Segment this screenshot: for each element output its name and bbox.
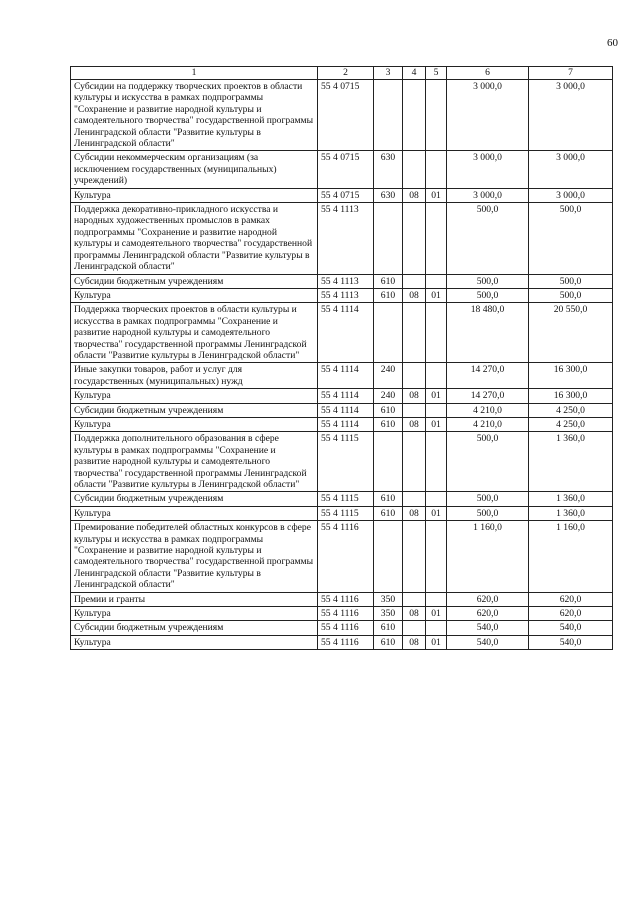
section-cell: 08 [403, 188, 426, 202]
subsection-cell [426, 303, 447, 363]
table-row [71, 506, 613, 520]
amount-year2-cell: 500,0 [529, 274, 613, 288]
target-code-cell: 55 4 1113 [318, 274, 374, 288]
section-cell [403, 521, 426, 592]
amount-year2-cell: 3 000,0 [529, 80, 613, 151]
target-code-cell: 55 4 1114 [318, 417, 374, 431]
table-header-row [71, 67, 613, 80]
row-name-cell: Субсидии некоммерческим организациям (за исключением государственных (муниципальных) учреждений) [71, 151, 318, 188]
row-name-cell: Поддержка дополнительного образования в сфере культуры в рамках подпрограммы "Сохранение и развитие народной культуры и самодеятельного творчества" государственной программы Ленинградской области "Развитие культуры в Ленинградской области" [71, 432, 318, 492]
row-name-cell: Культура [71, 506, 318, 520]
amount-year2-cell: 1 360,0 [529, 492, 613, 506]
expense-type-cell: 610 [374, 274, 403, 288]
table-row [71, 521, 613, 592]
subsection-cell [426, 363, 447, 389]
expense-type-cell: 240 [374, 363, 403, 389]
amount-year2-cell: 20 550,0 [529, 303, 613, 363]
row-name-cell: Культура [71, 188, 318, 202]
subsection-cell [426, 203, 447, 274]
expense-type-cell [374, 80, 403, 151]
row-name-cell: Субсидии бюджетным учреждениям [71, 274, 318, 288]
expense-type-cell: 610 [374, 635, 403, 649]
amount-year2-cell: 620,0 [529, 592, 613, 606]
expense-type-cell [374, 303, 403, 363]
amount-year1-cell: 500,0 [447, 432, 529, 492]
amount-year1-cell: 4 210,0 [447, 417, 529, 431]
amount-year1-cell: 14 270,0 [447, 363, 529, 389]
row-name-cell: Субсидии бюджетным учреждениям [71, 403, 318, 417]
amount-year2-cell: 540,0 [529, 635, 613, 649]
amount-year1-cell: 3 000,0 [447, 151, 529, 188]
target-code-cell: 55 4 1115 [318, 492, 374, 506]
amount-year1-cell: 1 160,0 [447, 521, 529, 592]
section-cell: 08 [403, 635, 426, 649]
page-number: 60 [607, 37, 618, 49]
column-header: 1 [71, 67, 318, 80]
subsection-cell [426, 80, 447, 151]
row-name-cell: Культура [71, 635, 318, 649]
amount-year2-cell: 4 250,0 [529, 417, 613, 431]
amount-year2-cell: 16 300,0 [529, 389, 613, 403]
table-row [71, 635, 613, 649]
row-name-cell: Субсидии бюджетным учреждениям [71, 621, 318, 635]
amount-year2-cell: 3 000,0 [529, 151, 613, 188]
amount-year1-cell: 3 000,0 [447, 188, 529, 202]
table-row [71, 621, 613, 635]
subsection-cell: 01 [426, 417, 447, 431]
column-header: 7 [529, 67, 613, 80]
expense-type-cell: 630 [374, 151, 403, 188]
expense-type-cell: 610 [374, 492, 403, 506]
section-cell [403, 363, 426, 389]
row-name-cell: Культура [71, 389, 318, 403]
target-code-cell: 55 4 0715 [318, 151, 374, 188]
column-header: 4 [403, 67, 426, 80]
section-cell: 08 [403, 607, 426, 621]
section-cell [403, 80, 426, 151]
table-row [71, 432, 613, 492]
subsection-cell: 01 [426, 506, 447, 520]
amount-year1-cell: 500,0 [447, 274, 529, 288]
target-code-cell: 55 4 0715 [318, 80, 374, 151]
table-row [71, 188, 613, 202]
section-cell [403, 151, 426, 188]
row-name-cell: Премирование победителей областных конкурсов в сфере культуры и искусства в рамках подпрограммы "Сохранение и развитие народной культуры и самодеятельного творчества" государственной программы Ленинградской области "Развитие культуры в Ленинградской области" [71, 521, 318, 592]
expense-type-cell: 240 [374, 389, 403, 403]
expense-type-cell: 610 [374, 621, 403, 635]
column-header: 5 [426, 67, 447, 80]
row-name-cell: Культура [71, 607, 318, 621]
amount-year1-cell: 3 000,0 [447, 80, 529, 151]
target-code-cell: 55 4 0715 [318, 188, 374, 202]
expense-type-cell [374, 432, 403, 492]
target-code-cell: 55 4 1113 [318, 203, 374, 274]
amount-year1-cell: 500,0 [447, 203, 529, 274]
amount-year2-cell: 540,0 [529, 621, 613, 635]
column-header: 3 [374, 67, 403, 80]
subsection-cell: 01 [426, 635, 447, 649]
section-cell: 08 [403, 506, 426, 520]
section-cell [403, 203, 426, 274]
amount-year2-cell: 620,0 [529, 607, 613, 621]
target-code-cell: 55 4 1116 [318, 607, 374, 621]
target-code-cell: 55 4 1115 [318, 432, 374, 492]
section-cell: 08 [403, 417, 426, 431]
amount-year1-cell: 14 270,0 [447, 389, 529, 403]
target-code-cell: 55 4 1115 [318, 506, 374, 520]
row-name-cell: Культура [71, 288, 318, 302]
table-row [71, 274, 613, 288]
subsection-cell [426, 621, 447, 635]
amount-year1-cell: 500,0 [447, 288, 529, 302]
expense-type-cell: 610 [374, 417, 403, 431]
row-name-cell: Иные закупки товаров, работ и услуг для государственных (муниципальных) нужд [71, 363, 318, 389]
table-row [71, 151, 613, 188]
section-cell [403, 621, 426, 635]
amount-year1-cell: 540,0 [447, 635, 529, 649]
budget-table [70, 66, 613, 650]
amount-year2-cell: 1 160,0 [529, 521, 613, 592]
amount-year1-cell: 500,0 [447, 492, 529, 506]
expense-type-cell: 610 [374, 403, 403, 417]
subsection-cell: 01 [426, 607, 447, 621]
amount-year1-cell: 620,0 [447, 592, 529, 606]
table-row [71, 363, 613, 389]
target-code-cell: 55 4 1116 [318, 635, 374, 649]
expense-type-cell: 350 [374, 607, 403, 621]
target-code-cell: 55 4 1114 [318, 403, 374, 417]
section-cell [403, 592, 426, 606]
target-code-cell: 55 4 1114 [318, 363, 374, 389]
table-row [71, 607, 613, 621]
amount-year2-cell: 500,0 [529, 288, 613, 302]
subsection-cell [426, 274, 447, 288]
expense-type-cell: 610 [374, 506, 403, 520]
amount-year2-cell: 1 360,0 [529, 432, 613, 492]
subsection-cell: 01 [426, 389, 447, 403]
target-code-cell: 55 4 1116 [318, 521, 374, 592]
amount-year1-cell: 540,0 [447, 621, 529, 635]
subsection-cell [426, 492, 447, 506]
amount-year1-cell: 4 210,0 [447, 403, 529, 417]
table-row [71, 303, 613, 363]
table-row [71, 80, 613, 151]
subsection-cell [426, 521, 447, 592]
table-row [71, 389, 613, 403]
table-row [71, 417, 613, 431]
row-name-cell: Поддержка творческих проектов в области культуры и искусства в рамках подпрограммы "Сохранение и развитие народной культуры и самодеятельного творчества" государственной программы Ленинградской области "Развитие культуры в Ленинградской области" [71, 303, 318, 363]
row-name-cell: Премии и гранты [71, 592, 318, 606]
section-cell: 08 [403, 288, 426, 302]
table-body [71, 67, 613, 650]
target-code-cell: 55 4 1114 [318, 303, 374, 363]
expense-type-cell: 630 [374, 188, 403, 202]
row-name-cell: Субсидии бюджетным учреждениям [71, 492, 318, 506]
subsection-cell [426, 432, 447, 492]
subsection-cell [426, 403, 447, 417]
table-row [71, 288, 613, 302]
table-row [71, 203, 613, 274]
subsection-cell [426, 151, 447, 188]
amount-year2-cell: 1 360,0 [529, 506, 613, 520]
section-cell [403, 303, 426, 363]
table-row [71, 403, 613, 417]
amount-year2-cell: 500,0 [529, 203, 613, 274]
section-cell [403, 274, 426, 288]
table-row [71, 492, 613, 506]
amount-year1-cell: 620,0 [447, 607, 529, 621]
section-cell [403, 403, 426, 417]
target-code-cell: 55 4 1116 [318, 621, 374, 635]
amount-year1-cell: 18 480,0 [447, 303, 529, 363]
subsection-cell: 01 [426, 188, 447, 202]
section-cell [403, 432, 426, 492]
amount-year2-cell: 16 300,0 [529, 363, 613, 389]
row-name-cell: Культура [71, 417, 318, 431]
amount-year2-cell: 3 000,0 [529, 188, 613, 202]
subsection-cell [426, 592, 447, 606]
target-code-cell: 55 4 1113 [318, 288, 374, 302]
target-code-cell: 55 4 1116 [318, 592, 374, 606]
section-cell [403, 492, 426, 506]
expense-type-cell: 610 [374, 288, 403, 302]
row-name-cell: Субсидии на поддержку творческих проектов в области культуры и искусства в рамках подпрограммы "Сохранение и развитие народной культуры и самодеятельного творчества" государственной программы Ленинградской области "Развитие культуры в Ленинградской области" [71, 80, 318, 151]
subsection-cell: 01 [426, 288, 447, 302]
target-code-cell: 55 4 1114 [318, 389, 374, 403]
row-name-cell: Поддержка декоративно-прикладного искусства и народных художественных промыслов в рамках подпрограммы "Сохранение и развитие народной культуры и самодеятельного творчества" государственной программы Ленинградской области "Развитие культуры в Ленинградской области" [71, 203, 318, 274]
section-cell: 08 [403, 389, 426, 403]
amount-year1-cell: 500,0 [447, 506, 529, 520]
expense-type-cell: 350 [374, 592, 403, 606]
column-header: 2 [318, 67, 374, 80]
expense-type-cell [374, 521, 403, 592]
expense-type-cell [374, 203, 403, 274]
column-header: 6 [447, 67, 529, 80]
table-row [71, 592, 613, 606]
amount-year2-cell: 4 250,0 [529, 403, 613, 417]
